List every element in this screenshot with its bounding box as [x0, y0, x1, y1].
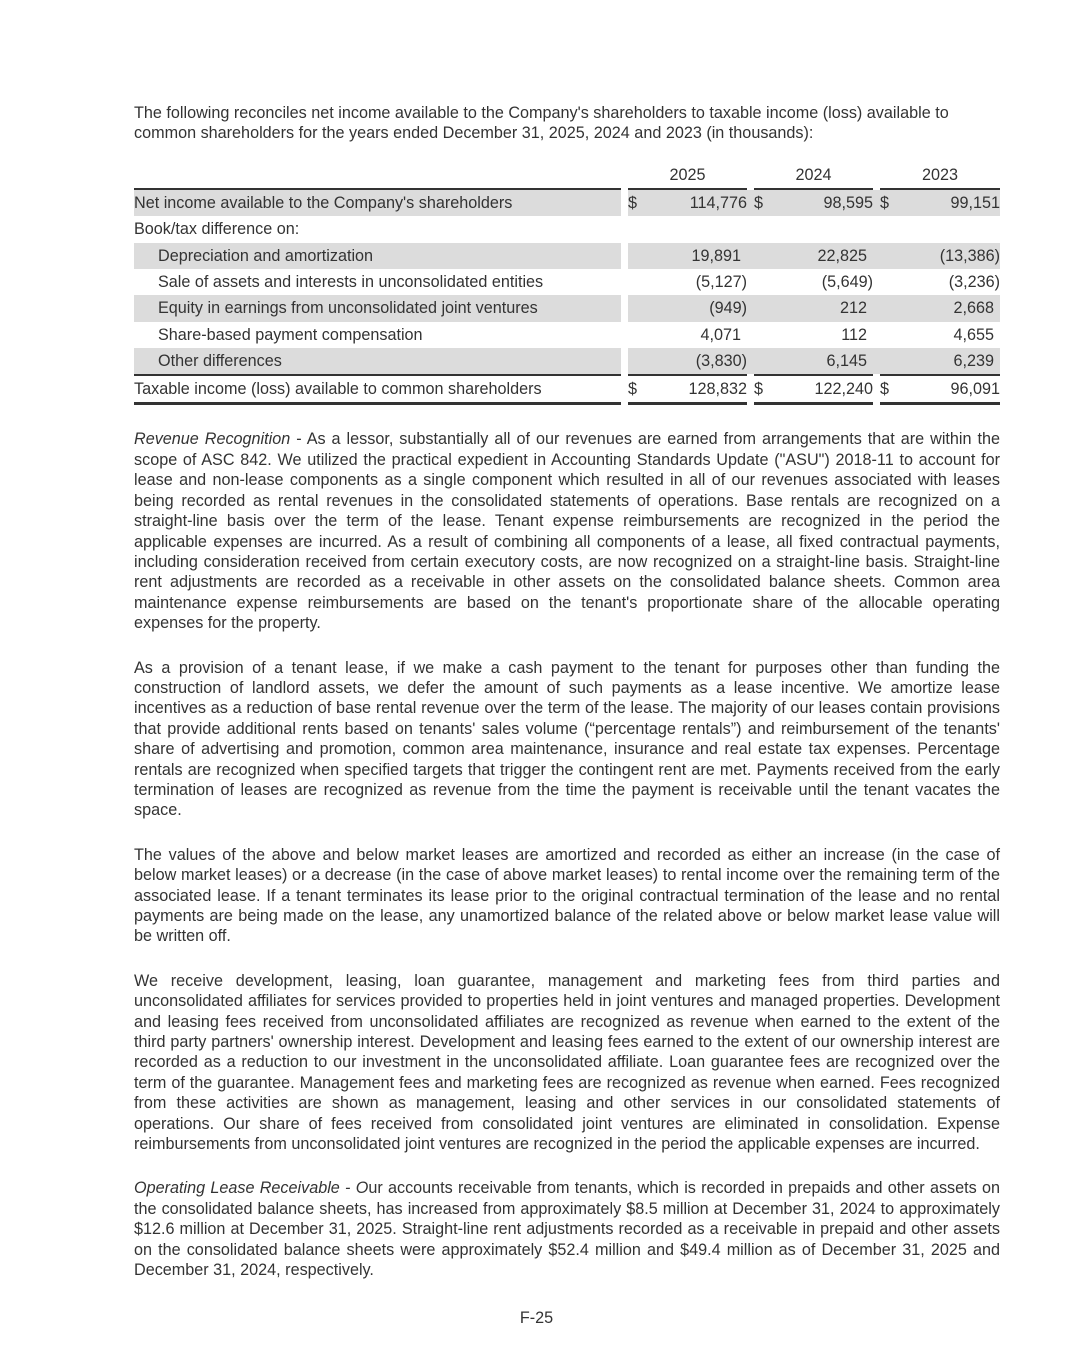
table-total-row [134, 374, 1000, 405]
currency-symbol: $ [628, 190, 654, 216]
table-intro: The following reconciles net income available to the Company's shareholders to taxable income (loss) available to common shareholders for the years ended December 31, 2025, 2024 and 2023 (in thousands): [134, 104, 949, 143]
currency-symbol: $ [754, 190, 780, 216]
value-2024: (5,649) [821, 272, 873, 291]
value-2023: 96,091 [906, 374, 1000, 405]
value-2023: 6,239 [906, 348, 1000, 374]
row-label: Net income available to the Company's shareholders [134, 190, 621, 216]
value-2025: (949) [654, 295, 747, 321]
column-header-2023: 2023 [880, 162, 1000, 190]
table-row [134, 190, 1000, 216]
value-2023: 4,655 [953, 325, 994, 344]
value-2024: 22,825 [780, 243, 873, 269]
revenue-recognition-paragraph [134, 429, 1000, 633]
table-row [134, 216, 1000, 242]
table-header-row [134, 162, 1000, 190]
currency-symbol: $ [754, 374, 780, 405]
value-2025: (5,127) [695, 272, 747, 291]
revenue-recognition-body: - As a lessor, substantially all of our revenues are earned from arrangements that are within the scope of ASC 842. We utilized the practical expedient in Accounting Standards Update ("ASU") 2018-11 to account for lease and non-lease components as a single component which resulted in all of our revenues associated with leases being recorded as rental revenues in the consolidated statements of operations. Base rentals are recognized on a straight-line basis over the term of the lease. Tenant expense reimbursements are recognized in the period the applicable expenses are incurred. As a result of combining all components of a lease, all fixed contractual payments, including consideration received from certain executory costs, are now recognized on a straight-line basis. Straight-line rent adjustments are recorded as a receivable in other assets on the consolidated balance sheets. Common area maintenance expense reimbursements are based on the tenant's proportionate share of the allocable operating expenses for the property. [134, 430, 1000, 633]
table-row [134, 243, 1000, 269]
operating-lease-receivable-paragraph [134, 1178, 1000, 1280]
value-2025: 19,891 [654, 243, 747, 269]
operating-lease-receivable-heading: Operating Lease Receivable - O [134, 1179, 369, 1198]
row-label: Equity in earnings from unconsolidated joint ventures [134, 295, 621, 321]
row-label: Share-based payment compensation [158, 325, 423, 344]
currency-symbol: $ [628, 374, 654, 405]
fees-paragraph: We receive development, leasing, loan guarantee, management and marketing fees from third parties and unconsolidated affiliates for services provided to properties held in joint ventures and managed properties. Development and leasing fees received from unconsolidated affiliates are recognized as revenue when earned to the extent of the third party partners' ownership interest. Development and leasing fees earned to the extent of our ownership interest are recorded as a reduction to our investment in the unconsolidated affiliate. Loan guarantee fees are recognized over the term of the guarantee. Management fees and marketing fees are recognized as revenue when earned. Fees recognized from these activities are shown as management, leasing and other services in our consolidated statements of operations. Our share of fees received from consolidated joint ventures are eliminated in consolidation. Expense reimbursements from unconsolidated joint ventures are recognized in the period the applicable expenses are incurred. [134, 971, 1000, 1154]
value-2025: 114,776 [654, 190, 747, 216]
currency-symbol: $ [880, 190, 906, 216]
document-page [134, 103, 1000, 1281]
value-2025: 4,071 [700, 325, 741, 344]
column-header-2025: 2025 [628, 162, 747, 190]
value-2024: 6,145 [780, 348, 873, 374]
value-2025: (3,830) [654, 348, 747, 374]
value-2024: 212 [780, 295, 873, 321]
table-row [134, 295, 1000, 321]
value-2023: 99,151 [906, 190, 1000, 216]
table-row [134, 348, 1000, 374]
value-2024: 122,240 [780, 374, 873, 405]
table-row [134, 269, 1000, 295]
page-number: F-25 [519, 1309, 554, 1327]
row-label: Depreciation and amortization [134, 243, 621, 269]
reconciliation-table [134, 162, 1000, 406]
value-2023: 2,668 [906, 295, 1000, 321]
value-2024: 98,595 [780, 190, 873, 216]
row-label: Sale of assets and interests in unconsolidated entities [158, 272, 544, 291]
row-label: Other differences [134, 348, 621, 374]
value-2025: 128,832 [654, 374, 747, 405]
value-2023: (13,386) [906, 243, 1000, 269]
header-label-cell [134, 162, 621, 190]
revenue-recognition-heading: Revenue Recognition [134, 430, 291, 449]
value-2023: (3,236) [948, 272, 1000, 291]
lease-incentives-paragraph: As a provision of a tenant lease, if we make a cash payment to the tenant for purposes other than funding the construction of landlord assets, we defer the amount of such payments as a lease incentive. We amortize lease incentives as a reduction of base rental revenue over the term of the lease. The majority of our leases contain provisions that provide additional rents based on tenants' sales volume (“percentage rentals”) and reimbursement of the tenants' share of advertising and promotion, common area maintenance, insurance and real estate tax expenses. Percentage rentals are recognized when specified targets that trigger the contingent rent are met. Payments received from the early termination of leases are recognized as revenue from the time the payment is receivable until the tenant vacates the space. [134, 658, 1000, 820]
table-row [134, 322, 1000, 348]
operating-lease-receivable-body: ur accounts receivable from tenants, which is recorded in prepaids and other assets on the consolidated balance sheets, has increased from approximately $8.5 million at December 31, 2024 to approximately $12.6 million at December 31, 2025. Straight-line rent adjustments recorded as a receivable in prepaid and other assets on the consolidated balance sheets were approximately $52.4 million and $49.4 million as of December 31, 2025 and December 31, 2024, respectively. [134, 1179, 1000, 1280]
column-header-2024: 2024 [754, 162, 873, 190]
row-label: Taxable income (loss) available to common shareholders [134, 374, 621, 405]
market-leases-paragraph: The values of the above and below market leases are amortized and recorded as either an increase (in the case of below market leases) or a decrease (in the case of above market leases) to rental income over the remaining term of the associated lease. If a tenant terminates its lease prior to the original contractual termination of the lease and no rental payments are being made on the lease, any unamortized balance of the related above or below market lease value will be written off. [134, 845, 1000, 946]
value-2024: 112 [841, 325, 867, 344]
currency-symbol: $ [880, 374, 906, 405]
row-label: Book/tax difference on: [134, 220, 300, 239]
